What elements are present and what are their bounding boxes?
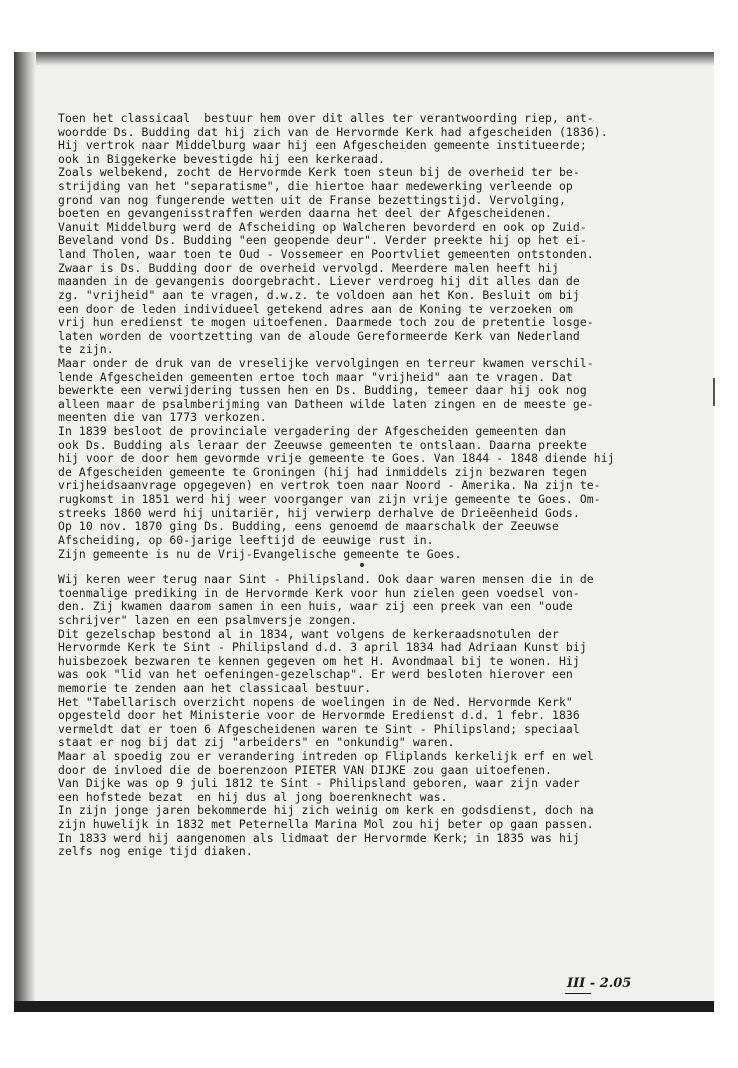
text-line: Zijn gemeente is nu de Vrij-Evangelische gemeente te Goes. bbox=[58, 546, 462, 561]
text-line: rugkomst in 1851 werd hij weer voorganger van zijn vrije gemeente te Goes. Om- bbox=[58, 492, 601, 507]
text-line: zijn huwelijk in 1832 met Peternella Marina Mol zou hij beter op gaan passen. bbox=[58, 817, 594, 832]
page-number: III - 2.05 bbox=[567, 976, 632, 991]
document-body bbox=[58, 112, 710, 859]
page-number-underline bbox=[565, 993, 591, 994]
text-line: Van Dijke was op 9 juli 1812 te Sint - Philipsland geboren, waar zijn vader bbox=[58, 776, 580, 791]
text-line: Zwaar is Ds. Budding door de overheid vervolgd. Meerdere malen heeft hij bbox=[58, 260, 559, 275]
text-line: bewerkte een verwijdering tussen hen en Ds. Budding, temeer daar hij ook nog bbox=[58, 383, 587, 398]
text-line: een door de leden individueel getekend adres aan de Koning te verzoeken om bbox=[58, 301, 573, 316]
text-line: zg. "vrijheid" aan te vragen, d.w.z. te voldoen aan het Kon. Besluit om bij bbox=[58, 287, 580, 302]
text-line: memorie te zenden aan het classicaal bestuur. bbox=[58, 680, 372, 695]
text-line: toenmalige prediking in de Hervormde Kerk voor hun zielen geen voedsel von- bbox=[58, 585, 580, 600]
text-line: grond van nog fungerende wetten uit de Franse bezettingstijd. Vervolging, bbox=[58, 192, 566, 207]
text-line: was ook "lid van het oefeningen-gezelschap". Er werd besloten hierover een bbox=[58, 667, 573, 682]
text-line: te zijn. bbox=[58, 342, 114, 357]
text-line: zelfs nog enige tijd diaken. bbox=[58, 844, 253, 859]
text-line: vrij hun eredienst te mogen uitoefenen. Daarmede toch zou de pretentie losge- bbox=[58, 315, 594, 330]
text-line: vermeldt dat er toen 6 Afgescheidenen waren te Sint - Philipsland; speciaal bbox=[58, 721, 580, 736]
text-line: Wij keren weer terug naar Sint - Philipsland. Ook daar waren mensen die in de bbox=[58, 572, 594, 587]
scan-top-shadow bbox=[14, 52, 714, 66]
text-line: opgesteld door het Ministerie voor de Hervormde Eredienst d.d. 1 febr. 1836 bbox=[58, 708, 580, 723]
text-line: den. Zij kwamen daarom samen in een huis, waar zij een preek van een "oude bbox=[58, 599, 573, 614]
text-line: de Afgescheiden gemeente te Groningen (hij had inmiddels zijn bezwaren tegen bbox=[58, 464, 587, 479]
text-line: Hij vertrok naar Middelburg waar hij een Afgescheiden gemeente institueerde; bbox=[58, 138, 587, 153]
text-line: door de invloed die de boerenzoon PIETER VAN DIJKE zou gaan uitoefenen. bbox=[58, 762, 552, 777]
text-line: boeten en gevangenisstraffen werden daarna het deel der Afgescheidenen. bbox=[58, 206, 552, 221]
text-line: Hervormde Kerk te Sint - Philipsland d.d. 3 april 1834 had Adriaan Kunst bij bbox=[58, 640, 587, 655]
text-line: Vanuit Middelburg werd de Afscheiding op Walcheren bevorderd en ook op Zuid- bbox=[58, 219, 587, 234]
text-line: strijding van het "separatisme", die hiertoe haar medewerking verleende op bbox=[58, 179, 573, 194]
text-line: vrijheidsaanvrage opgegeven) en vertrok toen naar Noord - Amerika. Na zijn te- bbox=[58, 478, 601, 493]
text-line: ook Ds. Budding als leraar der Zeeuwse gemeenten te ontslaan. Daarna preekte bbox=[58, 437, 587, 452]
text-line: laten worden de voortzetting van de aloude Gereformeerde Kerk van Nederland bbox=[58, 328, 580, 343]
text-line: Beveland vond Ds. Budding "een geopende deur". Verder preekte hij op het ei- bbox=[58, 233, 587, 248]
text-line: huisbezoek bezwaren te kennen gegeven om het H. Avondmaal bij te wonen. Hij bbox=[58, 653, 580, 668]
text-line: lende Afgescheiden gemeenten ertoe toch maar "vrijheid" aan te vragen. Dat bbox=[58, 369, 573, 384]
text-line: In zijn jonge jaren bekommerde hij zich weinig om kerk en godsdienst, doch na bbox=[58, 803, 594, 818]
text-line: woordde Ds. Budding dat hij zich van de Hervormde Kerk had afgescheiden (1836). bbox=[58, 124, 608, 139]
text-line: ook in Biggekerke bevestigde hij een kerkeraad. bbox=[58, 151, 386, 166]
text-line: meenten die van 1773 verkozen. bbox=[58, 410, 267, 425]
paragraph-budding bbox=[58, 112, 710, 561]
text-line: Het "Tabellarisch overzicht nopens de woelingen in de Ned. Hervormde Kerk" bbox=[58, 694, 573, 709]
text-line: maanden in de gevangenis doorgebracht. Liever verdroeg hij dit alles dan de bbox=[58, 274, 580, 289]
scan-mark bbox=[713, 378, 715, 406]
text-line: streeks 1860 werd hij unitariër, hij verwierp derhalve de Drieëenheid Gods. bbox=[58, 505, 580, 520]
text-line: schrijver" lazen en een psalmversje zongen. bbox=[58, 612, 358, 627]
section-separator bbox=[58, 561, 710, 573]
text-line: hij voor de door hem gevormde vrije gemeente te Goes. Van 1844 - 1848 diende hij bbox=[58, 451, 615, 466]
text-line: Toen het classicaal bestuur hem over dit alles ter verantwoording riep, ant- bbox=[58, 111, 594, 125]
text-line: land Tholen, waar toen te Oud - Vossemeer en Poortvliet gemeenten ontstonden. bbox=[58, 247, 594, 262]
text-line: Dit gezelschap bestond al in 1834, want volgens de kerkeraadsnotulen der bbox=[58, 626, 559, 641]
text-line: een hofstede bezat en hij dus al jong boerenknecht was. bbox=[58, 789, 448, 804]
text-line: In 1839 besloot de provinciale vergadering der Afgescheiden gemeenten dan bbox=[58, 424, 566, 439]
text-line: Op 10 nov. 1870 ging Ds. Budding, eens genoemd de maarschalk der Zeeuwse bbox=[58, 519, 559, 534]
scan-left-shadow bbox=[14, 52, 36, 1010]
scan-bottom-edge bbox=[14, 1001, 714, 1012]
paragraph-sint-philipsland bbox=[58, 573, 710, 859]
text-line: Zoals welbekend, zocht de Hervormde Kerk toen steun bij de overheid ter be- bbox=[58, 165, 580, 180]
text-line: Maar al spoedig zou er verandering intreden op Fliplands kerkelijk erf en wel bbox=[58, 749, 594, 764]
text-line: Maar onder de druk van de vreselijke vervolgingen en terreur kwamen verschil- bbox=[58, 355, 594, 370]
text-line: alleen maar de psalmberijming van Datheen wilde laten zingen en de meeste ge- bbox=[58, 396, 594, 411]
text-line: staat er nog bij dat zij "arbeiders" en "onkundig" waren. bbox=[58, 735, 455, 750]
text-line: Afscheiding, op 60-jarige leeftijd de eeuwige rust in. bbox=[58, 532, 434, 547]
text-line: In 1833 werd hij aangenomen als lidmaat der Hervormde Kerk; in 1835 was hij bbox=[58, 830, 580, 845]
